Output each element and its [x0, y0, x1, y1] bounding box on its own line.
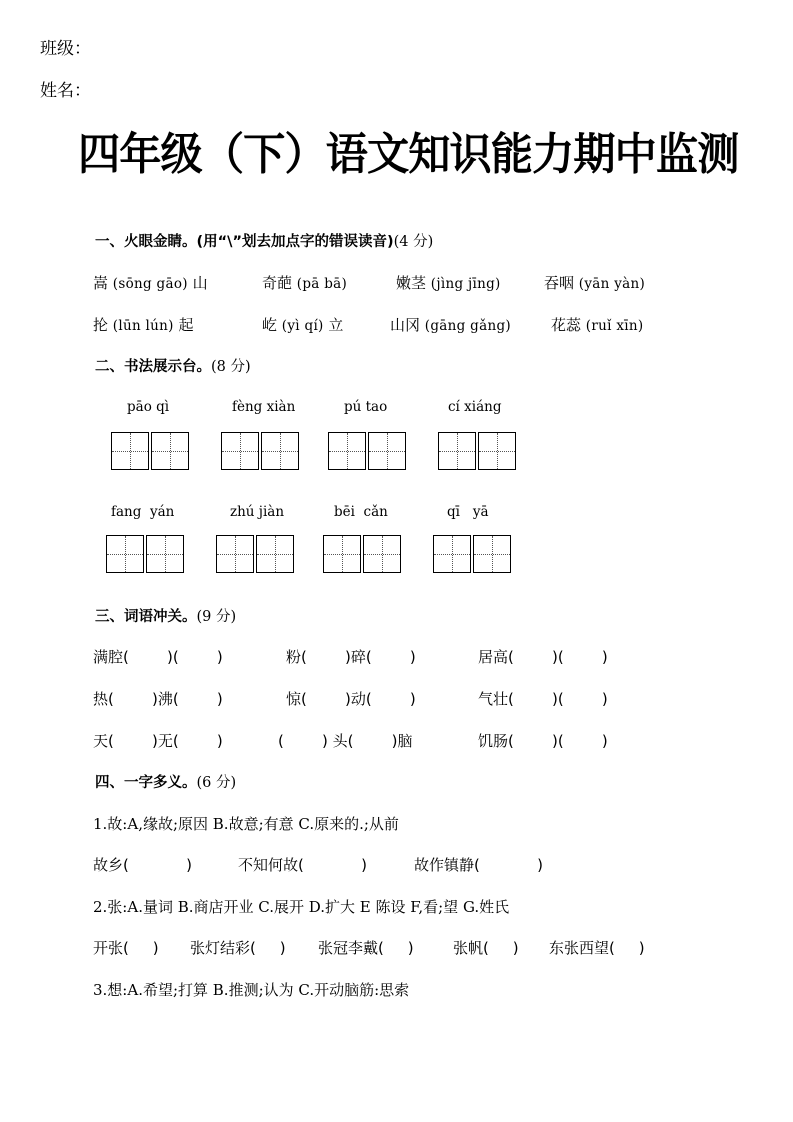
writing-cell[interactable]: [256, 535, 294, 573]
writing-cell[interactable]: [111, 432, 149, 470]
s3-r1-c2[interactable]: 粉( )碎( ): [286, 648, 416, 666]
s2-pinyin-7: bēi cǎn: [334, 504, 388, 520]
s3-r2-c2[interactable]: 惊( )动( ): [286, 690, 416, 708]
section-3-heading-text: 三、词语冲关。: [95, 609, 197, 625]
s1-row2-item3: [390, 314, 511, 335]
pinyin: (gāng gǎng): [424, 318, 511, 334]
s3-r3-c2[interactable]: ( ) 头( )脑: [278, 732, 413, 750]
s1-row1-item4: [544, 272, 645, 293]
word: 抡: [93, 316, 109, 334]
pinyin: (pā bā): [296, 276, 348, 292]
writing-grid[interactable]: [216, 535, 296, 573]
s4-question-3: 3.想:A.希望;打算 B.推测;认为 C.开动脑筋:思索: [93, 981, 410, 999]
s4-q2-answer-3[interactable]: 张冠李戴( ): [318, 939, 414, 957]
s2-pinyin-5: fang yán: [111, 504, 175, 520]
writing-cell[interactable]: [151, 432, 189, 470]
s4-q1-answer-1[interactable]: 故乡( ): [93, 856, 192, 874]
writing-grid[interactable]: [438, 432, 518, 470]
s1-row2-item1: [93, 314, 194, 335]
s3-r3-c3[interactable]: 饥肠( )( ): [478, 732, 608, 750]
writing-cell[interactable]: [438, 432, 476, 470]
s3-r2-c1[interactable]: 热( )沸( ): [93, 690, 223, 708]
writing-cell[interactable]: [106, 535, 144, 573]
s4-q2-answer-5[interactable]: 东张西望( ): [549, 939, 645, 957]
s2-pinyin-1: pāo qì: [127, 399, 170, 415]
word: 奇葩: [262, 274, 293, 292]
s1-row2-item2: [262, 314, 343, 335]
s4-q2-answer-1[interactable]: 开张( ): [93, 939, 159, 957]
writing-grid[interactable]: [106, 535, 186, 573]
writing-grid[interactable]: [323, 535, 403, 573]
pinyin: (jìng jīng): [430, 276, 501, 292]
word: 屹: [262, 316, 278, 334]
word: 嵩: [93, 274, 109, 292]
section-1-heading: [95, 230, 433, 251]
s3-r3-c1[interactable]: 天( )无( ): [93, 732, 223, 750]
writing-cell[interactable]: [261, 432, 299, 470]
s4-q1-answer-3[interactable]: 故作镇静( ): [414, 856, 543, 874]
section-4-points: (6 分): [196, 775, 237, 791]
s4-q2-answer-4[interactable]: 张帆( ): [453, 939, 519, 957]
s3-r1-c1[interactable]: 满腔( )( ): [93, 648, 223, 666]
s4-question-1: 1.故:A,缘故;原因 B.故意;有意 C.原来的.;从前: [93, 815, 399, 833]
page-title: 四年级（下）语文知识能力期中监测: [78, 129, 739, 180]
writing-cell[interactable]: [216, 535, 254, 573]
word: 嫩茎: [396, 274, 427, 292]
name-label: 姓名：: [40, 81, 91, 101]
class-label: 班级：: [40, 39, 91, 59]
word-tail: 山: [192, 274, 208, 292]
writing-cell[interactable]: [473, 535, 511, 573]
pinyin: (ruǐ xīn): [585, 318, 644, 334]
section-1-points: (4 分): [393, 234, 434, 250]
writing-cell[interactable]: [478, 432, 516, 470]
writing-grid[interactable]: [328, 432, 408, 470]
pinyin: (yān yàn): [578, 276, 646, 292]
word: 花蕊: [551, 316, 582, 334]
word: 吞咽: [544, 274, 575, 292]
s2-pinyin-4: cí xiáng: [448, 399, 502, 415]
s3-r1-c3[interactable]: 居高( )( ): [478, 648, 608, 666]
writing-cell[interactable]: [323, 535, 361, 573]
writing-cell[interactable]: [221, 432, 259, 470]
s1-row1-item1: [93, 272, 208, 293]
section-2-heading-text: 二、书法展示台。: [95, 359, 211, 375]
writing-cell[interactable]: [328, 432, 366, 470]
s1-row2-item4: [551, 314, 643, 335]
s4-q1-answer-2[interactable]: 不知何故( ): [238, 856, 367, 874]
pinyin: (sōng gāo): [112, 276, 188, 292]
s3-r2-c3[interactable]: 气壮( )( ): [478, 690, 608, 708]
s2-pinyin-6: zhú jiàn: [230, 504, 285, 520]
s2-pinyin-2: fèng xiàn: [232, 399, 296, 415]
writing-grid[interactable]: [111, 432, 191, 470]
pinyin: (yì qí): [281, 318, 324, 334]
word-tail: 立: [328, 316, 344, 334]
s1-row1-item2: [262, 272, 347, 293]
s2-pinyin-8: qī yā: [447, 504, 489, 520]
s4-q2-answer-2[interactable]: 张灯结彩( ): [190, 939, 286, 957]
s4-question-2: 2.张:A.量词 B.商店开业 C.展开 D.扩大 E 陈设 F,看;望 G.姓氏: [93, 898, 510, 916]
writing-grid[interactable]: [433, 535, 513, 573]
writing-cell[interactable]: [363, 535, 401, 573]
word-tail: 起: [178, 316, 194, 334]
s1-row1-item3: [396, 272, 501, 293]
word: 山冈: [390, 316, 421, 334]
section-2-heading: [95, 355, 251, 376]
section-3-heading: [95, 605, 236, 626]
writing-cell[interactable]: [433, 535, 471, 573]
section-2-points: (8 分): [211, 359, 251, 375]
section-3-points: (9 分): [196, 609, 237, 625]
writing-cell[interactable]: [368, 432, 406, 470]
section-4-heading-text: 四、一字多义。: [95, 775, 197, 791]
writing-cell[interactable]: [146, 535, 184, 573]
writing-grid[interactable]: [221, 432, 301, 470]
section-4-heading: [95, 771, 236, 792]
s2-pinyin-3: pú tao: [344, 399, 388, 415]
pinyin: (lūn lún): [112, 318, 174, 334]
section-1-heading-text: 一、火眼金睛。(用“\”划去加点字的错误读音): [95, 234, 394, 250]
